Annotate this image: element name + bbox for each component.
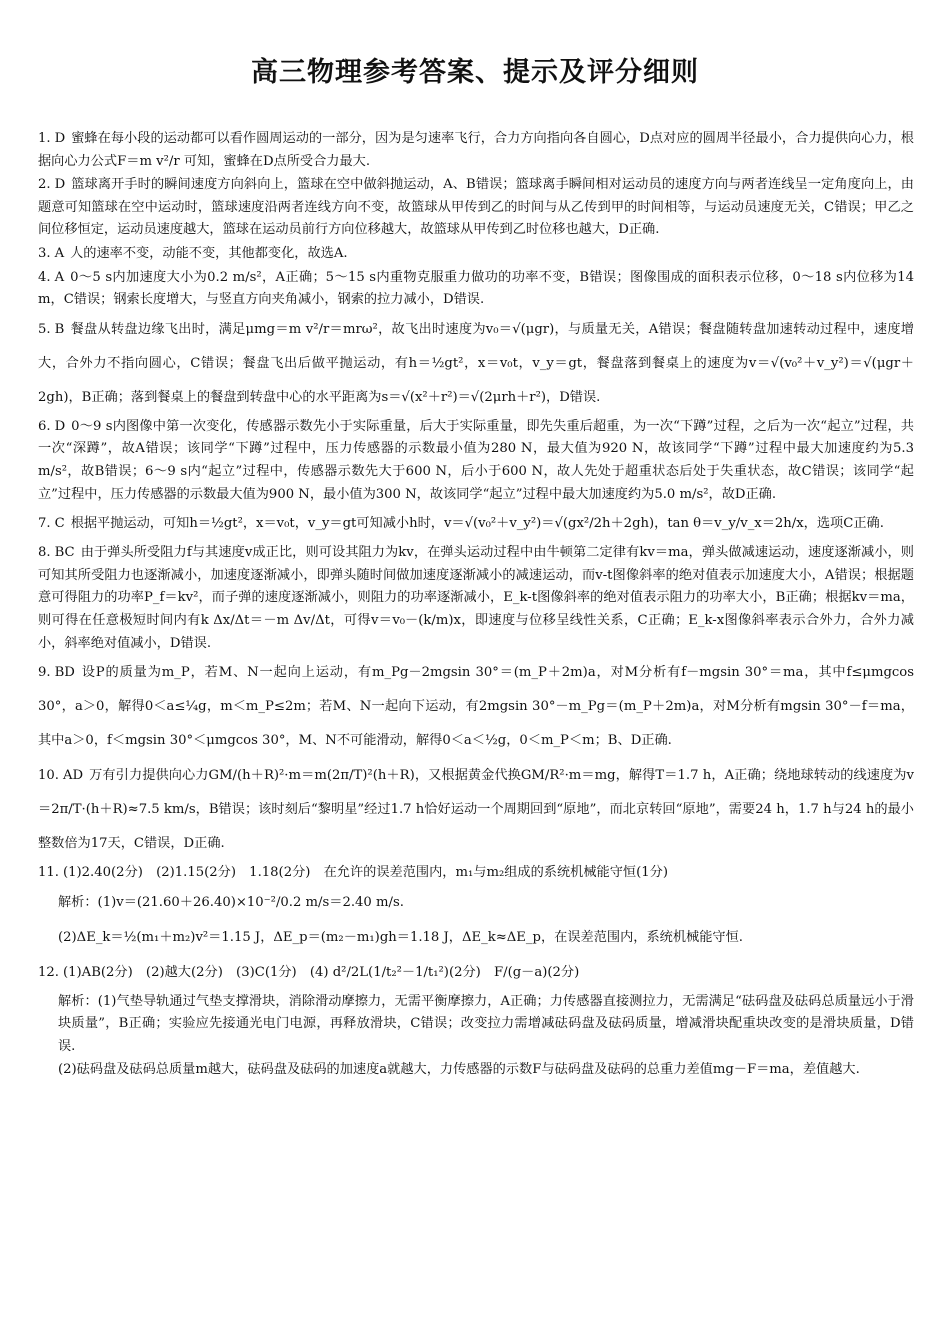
- answer-letter: B: [54, 321, 65, 337]
- question-number: 6.: [38, 418, 51, 434]
- answer-letter: D: [54, 131, 66, 146]
- q12-analysis-2: (2)砝码盘及砝码总质量m越大，砝码盘及砝码的加速度a就越大，力传感器的示数F与砝码盘及砝码的总重力差值mg－F＝ma，差值越大.: [58, 1062, 860, 1078]
- question-number: 1.: [38, 131, 51, 146]
- explanation-text: 蜜蜂在每小段的运动都可以看作圆周运动的一部分，因为是匀速率飞行，合力方向指向各自圆心，D点对应的圆周半径最小，合力提供向心力，根据向心力公式F＝m v²/r 可知，蜜蜂在D点所受合力最大.: [38, 131, 914, 169]
- question-number: 5.: [38, 321, 51, 337]
- question-number: 9.: [38, 665, 51, 681]
- question-5: [38, 313, 914, 415]
- explanation-text: 篮球离开手时的瞬间速度方向斜向上，篮球在空中做斜抛运动，A、B错误；篮球离手瞬间相对运动员的速度方向与两者连线呈一定角度向上，由题意可知篮球在空中运动时，篮球速度沿两者连线方向不变，故篮球从甲传到乙的时间与从乙传到甲的时间相等，与运动员速度无关，C错误；甲乙之间位移恒定，运动员速度越大，篮球在运动员前行方向位移越大，故篮球从甲传到乙时位移也越大，D正确.: [38, 177, 914, 238]
- question-1: [38, 128, 914, 173]
- answer-letter: AD: [62, 768, 84, 784]
- question-4: [38, 267, 914, 312]
- question-10: [38, 759, 914, 861]
- q11-analysis-1: 解析：(1)v＝(21.60＋26.40)×10⁻²/0.2 m/s＝2.40 m/s.: [58, 894, 404, 910]
- answer-letter: A: [54, 245, 65, 261]
- answer-letter: C: [54, 516, 65, 532]
- explanation-text: 设P的质量为m_P，若M、N一起向上运动，有m_Pg－2mgsin 30°＝(m_P＋2m)a，对M分析有f－mgsin 30°＝ma，其中f≤μmgcos 30°，a＞0，解得0＜a≤¼g，m＜m_P≤2m；若M、N一起向下运动，有2mgsin 30°－m_Pg＝(m_P＋2m)a，对M分析有mgsin 30°－f＝ma，其中a＞0，f＜mgsin 30°＜μmgcos 30°，M、N不可能滑动，解得0＜a＜½g，0＜m_P＜m；B、D正确.: [38, 665, 914, 749]
- answer-letter: A: [54, 269, 65, 285]
- question-2: [38, 174, 914, 242]
- question-number: 8.: [38, 545, 51, 561]
- question-6: [38, 416, 914, 506]
- question-11: [38, 862, 914, 885]
- page-title: 高三物理参考答案、提示及评分细则: [251, 57, 699, 88]
- question-number: 11.: [38, 865, 59, 881]
- explanation-text: 餐盘从转盘边缘飞出时，满足μmg＝m v²/r＝mrω²，故飞出时速度为v₀＝√(μgr)，与质量无关，A错误；餐盘随转盘加速转动过程中，速度增大，合外力不指向圆心，C错误；餐盘飞出后做平抛运动，有h＝½gt²，x＝v₀t，v_y＝gt，餐盘落到餐桌上的速度为v＝√(v₀²＋v_y²)＝√(μgr＋2gh)，B正确；落到餐桌上的餐盘到转盘中心的水平距离为s＝√(x²＋r²)＝√(2μrh＋r²)，D错误.: [38, 321, 914, 405]
- answer-letter: D: [54, 418, 66, 434]
- q11-analysis-2: (2)ΔE_k＝½(m₁＋m₂)v²＝1.15 J，ΔE_p＝(m₂－m₁)gh＝1.18 J，ΔE_k≈ΔE_p，在误差范围内，系统机械能守恒.: [58, 929, 743, 945]
- question-number: 4.: [38, 269, 51, 285]
- explanation-text: (1)AB(2分) (2)越大(2分) (3)C(1分) (4) d²/2L(1/t₂²－1/t₁²)(2分) F/(g－a)(2分): [62, 964, 580, 980]
- question-8: [38, 542, 914, 655]
- question-number: 12.: [38, 964, 59, 980]
- question-number: 7.: [38, 516, 51, 532]
- answer-letter: D: [54, 177, 66, 193]
- explanation-text: 万有引力提供向心力GM/(h＋R)²·m＝m(2π/T)²(h＋R)，又根据黄金代换GM/R²·m＝mg，解得T＝1.7 h，A正确；绕地球转动的线速度为v＝2π/T·(h＋R)≈7.5 km/s，B错误；该时刻后“黎明星”经过1.7 h恰好运动一个周期回到“原地”，而北京转回“原地”，需要24 h，1.7 h与24 h的最小整数倍为17天，C错误，D正确.: [38, 768, 914, 852]
- answer-letter: BD: [54, 665, 75, 681]
- explanation-text: 人的速率不变，动能不变，其他都变化，故选A.: [70, 245, 348, 261]
- question-12: [38, 956, 914, 990]
- explanation-text: 0～5 s内加速度大小为0.2 m/s²，A正确；5～15 s内重物克服重力做功的功率不变，B错误；图像围成的面积表示位移，0～18 s内位移为14 m，C错误；钢索长度增大，与竖直方向夹角减小，钢索的拉力减小，D错误.: [38, 269, 914, 308]
- explanation-text: (1)2.40(2分) (2)1.15(2分) 1.18(2分) 在允许的误差范围内，m₁与m₂组成的系统机械能守恒(1分): [62, 865, 668, 881]
- question-3: [38, 243, 914, 266]
- explanation-text: 0～9 s内图像中第一次变化，传感器示数先小于实际重量，后大于实际重量，即先失重后超重，为一次“下蹲”过程，之后为一次“起立”过程，共一次“深蹲”，故A错误；该同学“下蹲”过程中，压力传感器的示数最小值为280 N，最大值为920 N，故该同学“下蹲”过程中最大加速度约为5.3 m/s²，故B错误；6～9 s内“起立”过程中，传感器示数先大于600 N，后小于600 N，故人先处于超重状态后处于失重状态，故C错误；该同学“起立”过程中，压力传感器的示数最大值为900 N，最小值为300 N，故该同学“起立”过程中最大加速度约为5.0 m/s²，故D正确.: [38, 418, 914, 502]
- question-number: 3.: [38, 245, 51, 261]
- question-number: 2.: [38, 177, 51, 193]
- question-number: 10.: [38, 768, 59, 784]
- answers-body: [38, 128, 914, 1083]
- explanation-text: 由于弹头所受阻力f与其速度v成正比，则可设其阻力为kv，在弹头运动过程中由牛顿第二定律有kv＝ma，弹头做减速运动，速度逐渐减小，则可知其所受阻力也逐渐减小，加速度逐渐减小，即弹头随时间做加速度逐渐减小的减速运动，而v-t图像斜率的绝对值表示加速度大小，A错误；根据题意可得阻力的功率P_f＝kv²，而子弹的速度逐渐减小，则阻力的功率逐渐减小，E_k-t图像斜率的绝对值表示阻力的功率大小，B正确；根据kv＝ma，则可得在任意极短时间内有k Δx/Δt＝－m Δv/Δt，可得v＝v₀－(k/m)x，即速度与位移呈线性关系，C正确；E_k-x图像斜率表示合外力，合外力减小，斜率绝对值减小，D错误.: [38, 545, 914, 651]
- answer-letter: BC: [54, 545, 75, 561]
- question-9: [38, 656, 914, 758]
- question-7: [38, 507, 914, 541]
- explanation-text: 根据平抛运动，可知h＝½gt²，x＝v₀t，v_y＝gt可知减小h时，v＝√(v₀²＋v_y²)＝√(gx²/2h＋2gh)，tan θ＝v_y/v_x＝2h/x，选项C正确.: [70, 516, 884, 532]
- q12-analysis-1: 解析：(1)气垫导轨通过气垫支撑滑块，消除滑动摩擦力，无需平衡摩擦力，A正确；力传感器直接测拉力，无需满足“砝码盘及砝码总质量远小于滑块质量”，B正确；实验应先接通光电门电源，再释放滑块，C错误；改变拉力需增减砝码盘及砝码质量，增减滑块配重块改变的是滑块质量，D错误.: [58, 993, 914, 1054]
